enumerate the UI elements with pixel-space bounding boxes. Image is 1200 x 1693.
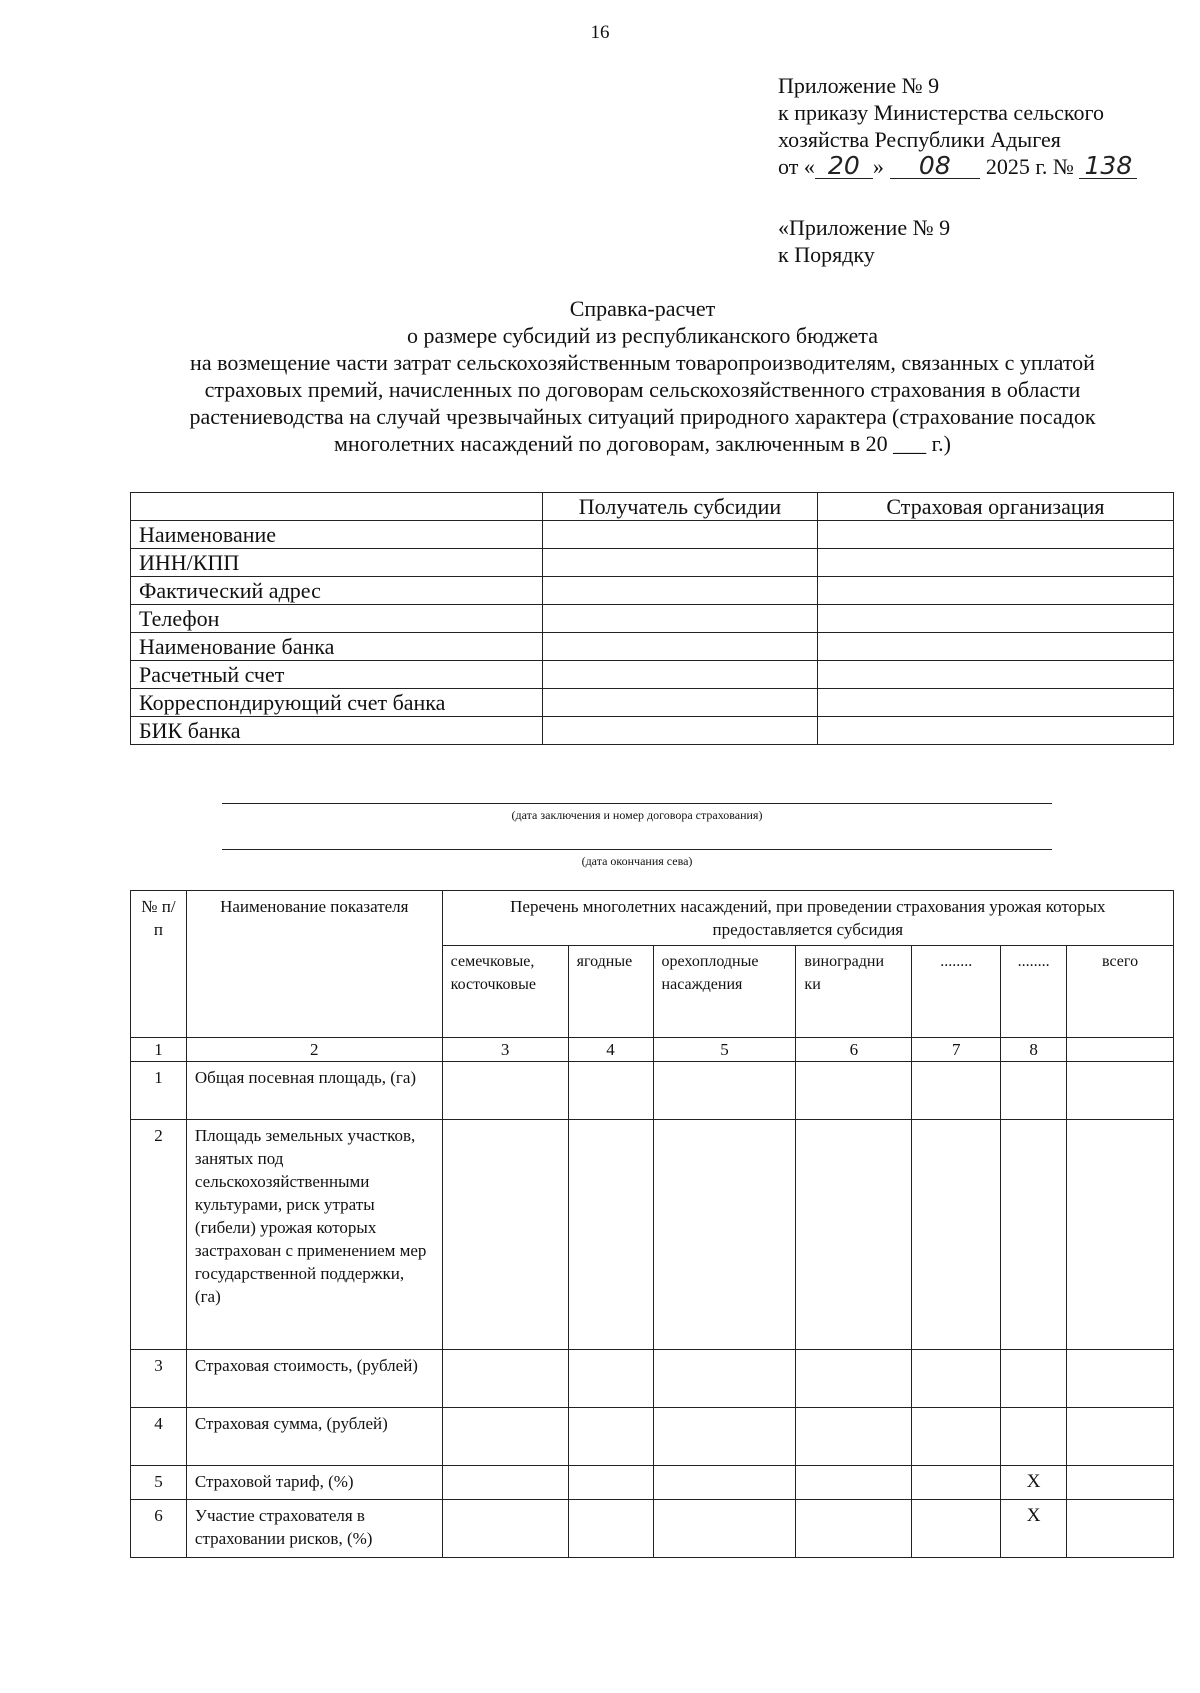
appendix-date-line: от « 20 » 08 2025 г. № 138: [778, 153, 1137, 180]
page-number: 16: [590, 22, 610, 43]
sowing-caption: (дата окончания сева): [581, 854, 693, 868]
recipient-info-table: [130, 492, 1174, 745]
x-mark: X: [1001, 1466, 1067, 1500]
document-title: Справка-расчет о размере субсидий из республиканского бюджета на возмещение части затрат сельскохозяйственным товаропроизводителям, связанных с уплатой страховых премий, начисленных по договорам сельскохозяйственного страхования в области растениеводства на случай чрезвычайных ситуаций природного характера (страхование посадок многолетних насаждений по договорам, заключенным в 20 ___ г.): [189, 296, 1096, 456]
table-row: Расчетный счет: [131, 661, 1174, 689]
sub-header: всего: [1067, 946, 1174, 1038]
calculation-table: [130, 890, 1174, 1558]
sowing-date-line: [222, 849, 1052, 869]
table-row: Телефон: [131, 605, 1174, 633]
appendix-line: к приказу Министерства сельского: [778, 100, 1104, 125]
handwritten-number: 138: [1079, 154, 1137, 179]
table-row: Наименование банка: [131, 633, 1174, 661]
table-row: Фактический адрес: [131, 577, 1174, 605]
sub-header: семечковые, косточковые: [442, 946, 568, 1038]
header-plantings: Перечень многолетних насаждений, при проведении страхования урожая которых предоставляется субсидия: [442, 891, 1173, 946]
appendix-header: [778, 72, 1137, 180]
info-header-insurer: Страховая организация: [818, 493, 1174, 521]
table-row: 2 Площадь земельных участков, занятых под сельскохозяйственными культурами, риск утраты (гибели) урожая которых застрахован с применением мер государственной поддержки, (га): [131, 1120, 1174, 1350]
table-row: 4 Страховая сумма, (рублей): [131, 1408, 1174, 1466]
contract-date-line: [222, 803, 1052, 823]
table-row: 6 Участие страхователя в страховании рисков, (%) X: [131, 1500, 1174, 1558]
table-row: 3 Страховая стоимость, (рублей): [131, 1350, 1174, 1408]
header-num: № п/п: [131, 891, 187, 1038]
table-row: 5 Страховой тариф, (%) X: [131, 1466, 1174, 1500]
table-row: 1 Общая посевная площадь, (га): [131, 1062, 1174, 1120]
table-row: Корреспондирующий счет банка: [131, 689, 1174, 717]
table-row: Наименование: [131, 521, 1174, 549]
x-mark: X: [1001, 1500, 1067, 1558]
column-numbers-row: 1 2 3 4 5 6 7 8: [131, 1038, 1174, 1062]
appendix-to-order: «Приложение № 9 к Порядку: [778, 215, 951, 267]
table-row: БИК банка: [131, 717, 1174, 745]
header-indicator: Наименование показателя: [186, 891, 442, 1038]
sub-header: ягодные: [568, 946, 653, 1038]
info-header-blank: [131, 493, 543, 521]
appendix-line: хозяйства Республики Адыгея: [778, 127, 1061, 152]
sub-header: виноградни ки: [796, 946, 912, 1038]
info-header-recipient: Получатель субсидии: [543, 493, 818, 521]
sub-header: ........: [912, 946, 1001, 1038]
handwritten-day: 20: [815, 154, 873, 179]
handwritten-month: 08: [890, 154, 980, 179]
contract-caption: (дата заключения и номер договора страхования): [511, 808, 763, 822]
sub-header: ........: [1001, 946, 1067, 1038]
sub-header: орехоплодные насаждения: [653, 946, 796, 1038]
appendix-line: Приложение № 9: [778, 73, 940, 98]
table-row: ИНН/КПП: [131, 549, 1174, 577]
